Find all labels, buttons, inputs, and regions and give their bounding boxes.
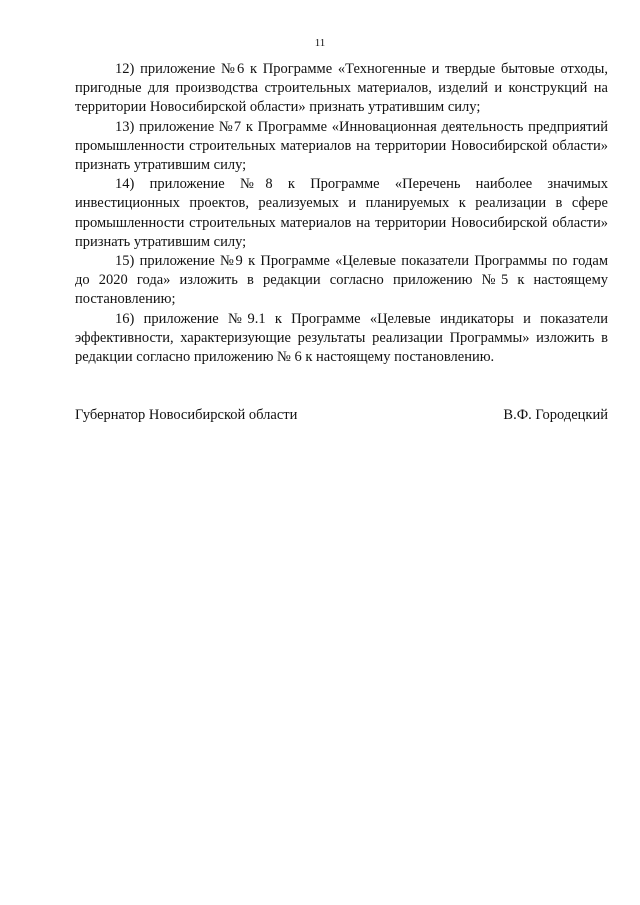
page-number: 11	[314, 37, 326, 49]
item-number: 13)	[115, 118, 135, 135]
list-item	[75, 252, 608, 310]
item-number: 16)	[115, 310, 135, 327]
item-number: 14)	[115, 176, 135, 193]
item-text: приложение №7 к Программе «Инновационная деятельность предприятий промышленности строительных материалов на территории Новосибирской области» признать утратившим силу;	[75, 118, 608, 174]
signatory-name: В.Ф. Городецкий	[503, 407, 608, 423]
item-number: 12)	[115, 61, 135, 77]
list-item	[75, 60, 608, 118]
item-text: приложение №9.1 к Программе «Целевые индикаторы и показатели эффективности, характеризующие результаты реализации Программы» изложить в редакции согласно приложению № 6 к настоящему постановлению.	[75, 310, 608, 366]
item-text: приложение №6 к Программе «Техногенные и твердые бытовые отходы, пригодные для производства строительных материалов, изделий и конструкций на территории Новосибирской области» признать утратившим силу;	[75, 61, 609, 116]
item-number: 15)	[115, 253, 135, 270]
item-text: приложение №9 к Программе «Целевые показатели Программы по годам до 2020 года» изложить в редакции согласно приложению №5 к настоящему постановлению;	[75, 253, 609, 308]
signature-block	[75, 406, 608, 425]
document-body	[75, 60, 608, 367]
list-item	[75, 310, 608, 368]
list-item	[75, 175, 608, 252]
list-item	[75, 118, 608, 176]
item-text: приложение №8 к Программе «Перечень наиболее значимых инвестиционных проектов, реализуемых и планируемых к реализации в сфере промышленности строительных материалов на территории Новосибирской области» признать утратившим силу;	[75, 176, 608, 250]
signatory-position: Губернатор Новосибирской области	[75, 407, 298, 423]
